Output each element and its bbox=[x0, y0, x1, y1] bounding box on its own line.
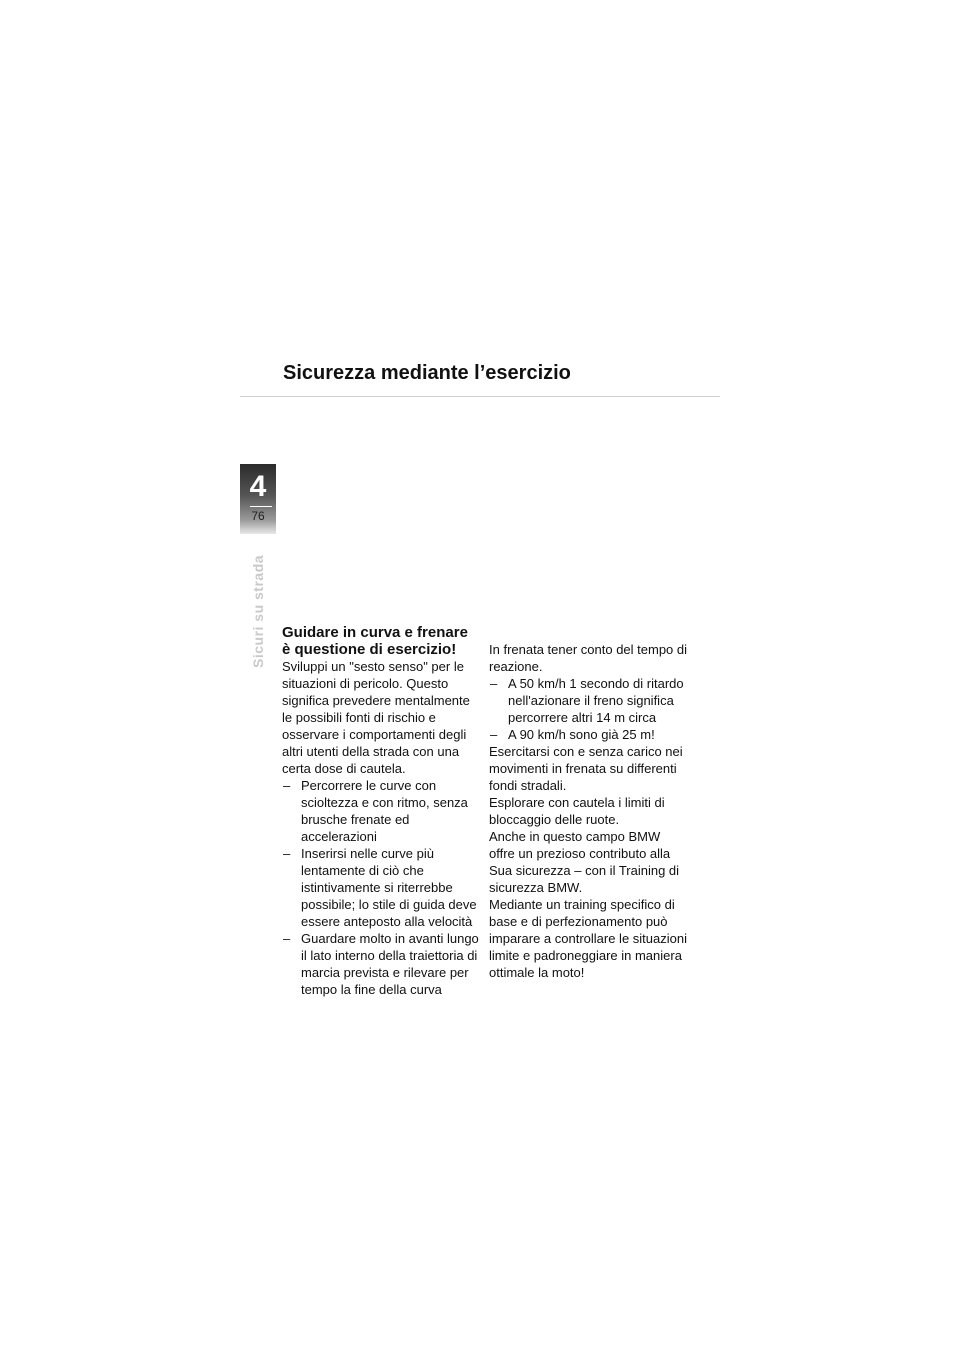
section-side-label: Sicuri su strada bbox=[250, 554, 266, 668]
dash-bullet: – bbox=[283, 931, 291, 946]
intro-paragraph: Sviluppi un "sesto senso" per le situazioni di pericolo. Questo significa prevedere mentalmente le possibili fonti di rischio e osservare i comportamenti degli altri utenti della strada con una certa dose di cautela. bbox=[282, 659, 470, 776]
chapter-divider bbox=[250, 506, 272, 507]
list-item: – A 50 km/h 1 secondo di ritardo nell'azionare il freno significa percorrere altri 14 m circa bbox=[490, 676, 684, 725]
dash-bullet: – bbox=[490, 727, 498, 742]
dash-bullet: – bbox=[283, 846, 291, 861]
bmw-training-paragraph: Anche in questo campo BMW offre un prezioso contributo alla Sua sicurezza – con il Training di sicurezza BMW. bbox=[489, 829, 680, 895]
page-title: Sicurezza mediante l’esercizio bbox=[283, 362, 571, 384]
list-item: – Guardare molto in avanti lungo il lato interno della traiettoria di marcia prevista e rilevare per tempo la fine della curva bbox=[283, 931, 479, 997]
section-heading-line-1: Guidare in curva e frenare bbox=[282, 624, 468, 641]
wheel-lock-paragraph: Esplorare con cautela i limiti di bloccaggio delle ruote. bbox=[489, 795, 665, 827]
list-item: – Inserirsi nelle curve più lentamente di ciò che istintivamente si riterrebbe possibile; lo stile di guida deve essere anteposto alla velocità bbox=[283, 846, 477, 929]
section-heading-line-2: è questione di esercizio! bbox=[282, 641, 457, 658]
riding-tips-list bbox=[282, 777, 482, 998]
braking-intro-paragraph: In frenata tener conto del tempo di reazione. bbox=[489, 642, 688, 674]
right-column bbox=[489, 641, 689, 981]
section-heading bbox=[282, 624, 482, 658]
left-column bbox=[282, 624, 482, 998]
chapter-number: 4 bbox=[249, 470, 267, 503]
training-benefit-paragraph: Mediante un training specifico di base e di perfezionamento può imparare a controllare le situazioni limite e padroneggiare in maniera ottimale la moto! bbox=[489, 897, 687, 980]
list-item: – Percorrere le curve con scioltezza e con ritmo, senza brusche frenate ed accelerazioni bbox=[283, 778, 468, 844]
chapter-tab bbox=[240, 464, 276, 534]
title-divider bbox=[240, 396, 720, 397]
practice-paragraph: Esercitarsi con e senza carico nei movimenti in frenata su differenti fondi stradali. bbox=[489, 744, 683, 793]
page-number: 76 bbox=[251, 509, 265, 523]
dash-bullet: – bbox=[490, 676, 498, 691]
list-item: – A 90 km/h sono già 25 m! bbox=[490, 727, 655, 742]
braking-distance-list bbox=[489, 675, 689, 743]
dash-bullet: – bbox=[283, 778, 291, 793]
